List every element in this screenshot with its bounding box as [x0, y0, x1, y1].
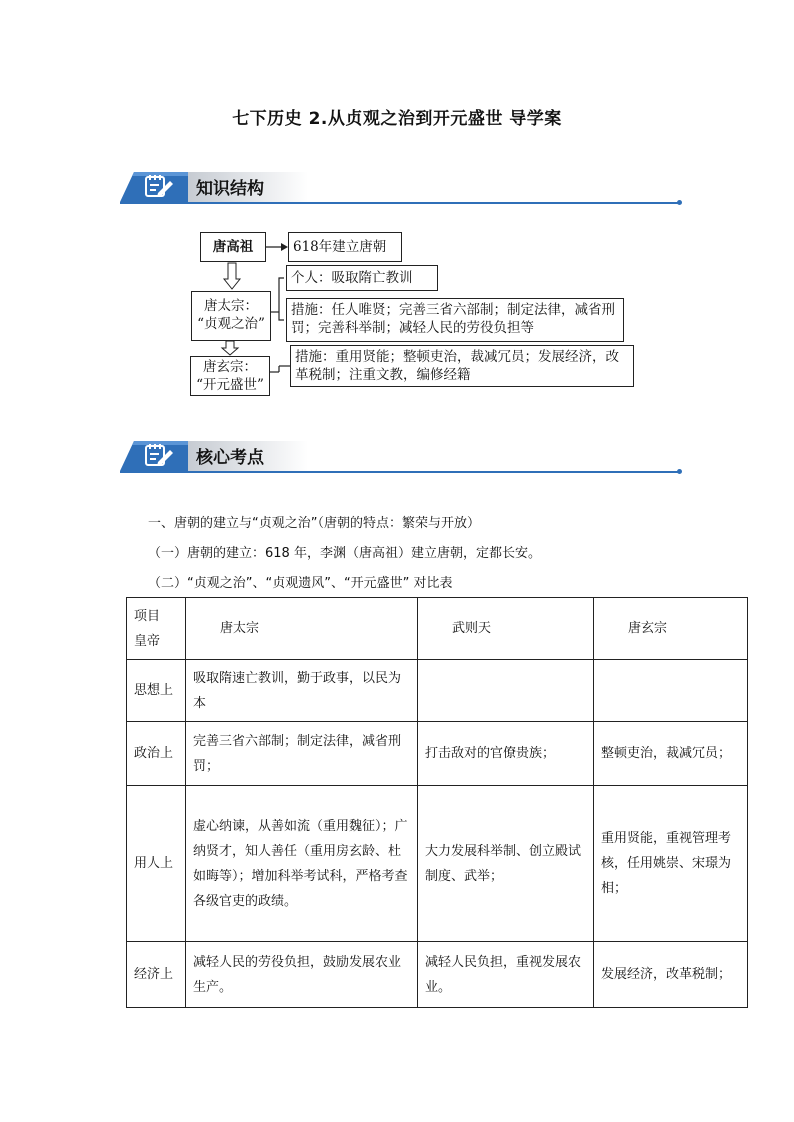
table-cell: 减轻人民的劳役负担，鼓励发展农业生产。 [186, 942, 418, 1008]
node-gaozu: 唐高祖 [200, 232, 266, 262]
page-title: 七下历史 2.从贞观之治到开元盛世 导学案 [232, 109, 562, 129]
column-header: 唐太宗 [186, 598, 418, 660]
table-row [127, 660, 748, 722]
node-xuanzong-measures: 措施：重用贤能；整顿吏治，裁减冗员；发展经济，改革税制；注重文教，编修经籍 [290, 345, 634, 387]
arrow-down-hollow [222, 341, 238, 355]
row-label: 思想上 [127, 660, 186, 722]
table-row [127, 786, 748, 942]
table-row [127, 722, 748, 786]
table-corner: 项目 皇帝 [127, 598, 186, 660]
row-label: 用人上 [127, 786, 186, 942]
arrowhead [281, 243, 288, 251]
section-title: 核心考点 [196, 448, 264, 468]
column-header: 武则天 [418, 598, 594, 660]
diagram-connectors [0, 0, 794, 420]
node-personal: 个人：吸取隋亡教训 [286, 265, 438, 291]
section-rule [120, 471, 680, 473]
node-founding: 618年建立唐朝 [288, 232, 402, 262]
table-header-row [127, 598, 748, 660]
table-cell: 减轻人民负担，重视发展农业。 [418, 942, 594, 1008]
node-xuanzong: 唐玄宗： “开元盛世” [190, 356, 270, 396]
table-cell: 发展经济，改革税制； [594, 942, 748, 1008]
table-cell [594, 660, 748, 722]
row-label: 经济上 [127, 942, 186, 1008]
table-cell: 吸取隋速亡教训，勤于政事，以民为本 [186, 660, 418, 722]
table-cell: 整顿吏治，裁减冗员； [594, 722, 748, 786]
table-cell: 重用贤能，重视管理考核，任用姚崇、宋璟为相； [594, 786, 748, 942]
table-cell: 打击敌对的官僚贵族； [418, 722, 594, 786]
comparison-table [126, 597, 748, 1008]
core-sub2: （二）“贞观之治”、“贞观遗风”、“开元盛世” 对比表 [148, 576, 453, 591]
table-cell: 大力发展科举制、创立殿试制度、武举； [418, 786, 594, 942]
node-taizong-measures: 措施：任人唯贤；完善三省六部制；制定法律，减省刑罚；完善科举制；减轻人民的劳役负担等 [286, 298, 624, 342]
table-cell [418, 660, 594, 722]
core-heading: 一、唐朝的建立与“贞观之治”（唐朝的特点：繁荣与开放） [148, 516, 480, 531]
row-label: 政治上 [127, 722, 186, 786]
node-taizong: 唐太宗： “贞观之治” [191, 291, 271, 341]
arrow-down-hollow [224, 263, 240, 289]
column-header: 唐玄宗 [594, 598, 748, 660]
section-title: 知识结构 [196, 179, 264, 199]
notepad-pencil-icon [144, 443, 174, 467]
table-cell: 完善三省六部制；制定法律，减省刑罚； [186, 722, 418, 786]
table-row [127, 942, 748, 1008]
section-banner-core [120, 439, 680, 473]
bracket [279, 278, 284, 320]
core-sub1: （一）唐朝的建立：618 年，李渊（唐高祖）建立唐朝，定都长安。 [148, 546, 541, 561]
table-cell: 虚心纳谏，从善如流（重用魏征）；广纳贤才，知人善任（重用房玄龄、杜如晦等）；增加科举考试科，严格考查各级官吏的政绩。 [186, 786, 418, 942]
